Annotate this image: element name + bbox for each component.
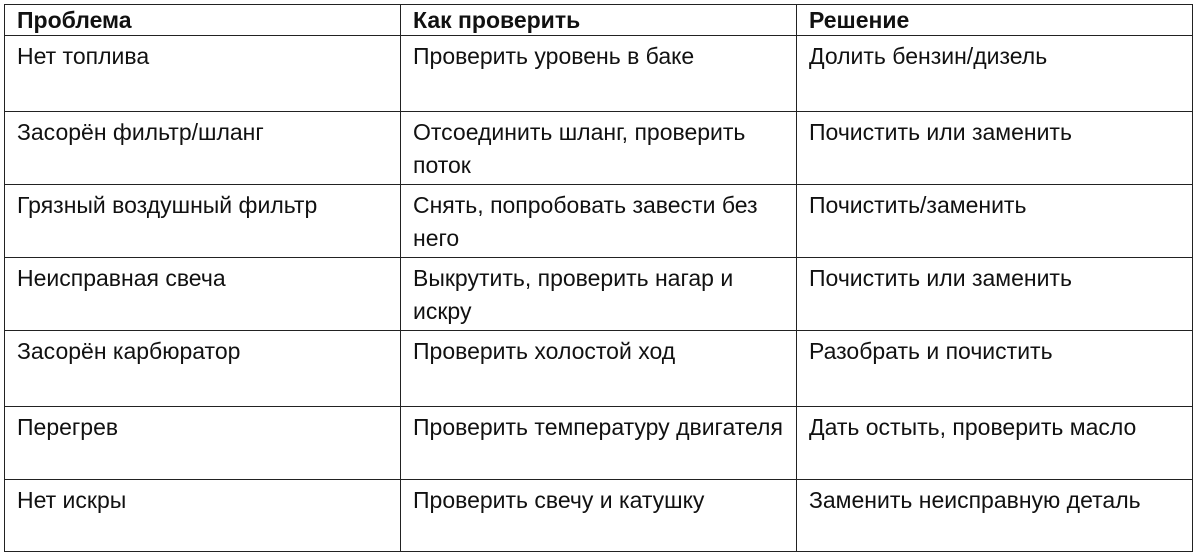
table-row	[5, 407, 1193, 480]
cell-problem: Засорён карбюратор	[5, 331, 401, 407]
column-header-problem: Проблема	[5, 5, 401, 36]
cell-solution: Заменить неисправную деталь	[797, 480, 1193, 552]
cell-solution: Почистить или заменить	[797, 258, 1193, 331]
column-header-solution: Решение	[797, 5, 1193, 36]
cell-how-to-check: Проверить свечу и катушку	[401, 480, 797, 552]
table-row	[5, 331, 1193, 407]
cell-how-to-check: Проверить холостой ход	[401, 331, 797, 407]
cell-solution: Разобрать и почистить	[797, 331, 1193, 407]
cell-solution: Почистить/заменить	[797, 185, 1193, 258]
column-header-how-to-check: Как проверить	[401, 5, 797, 36]
cell-problem: Неисправная свеча	[5, 258, 401, 331]
troubleshooting-table-container	[4, 4, 1192, 552]
cell-solution: Долить бензин/дизель	[797, 36, 1193, 112]
cell-how-to-check: Проверить уровень в баке	[401, 36, 797, 112]
cell-problem: Перегрев	[5, 407, 401, 480]
table-row	[5, 480, 1193, 552]
cell-how-to-check: Выкрутить, проверить нагар и искру	[401, 258, 797, 331]
cell-how-to-check: Отсоединить шланг, проверить поток	[401, 112, 797, 185]
cell-how-to-check: Снять, попробовать завести без него	[401, 185, 797, 258]
troubleshooting-table	[4, 4, 1193, 552]
table-row	[5, 185, 1193, 258]
cell-problem: Нет топлива	[5, 36, 401, 112]
cell-problem: Засорён фильтр/шланг	[5, 112, 401, 185]
cell-solution: Почистить или заменить	[797, 112, 1193, 185]
table-row	[5, 112, 1193, 185]
cell-how-to-check: Проверить температуру двигателя	[401, 407, 797, 480]
table-header-row	[5, 5, 1193, 36]
table-row	[5, 36, 1193, 112]
cell-problem: Нет искры	[5, 480, 401, 552]
cell-solution: Дать остыть, проверить масло	[797, 407, 1193, 480]
table-row	[5, 258, 1193, 331]
cell-problem: Грязный воздушный фильтр	[5, 185, 401, 258]
